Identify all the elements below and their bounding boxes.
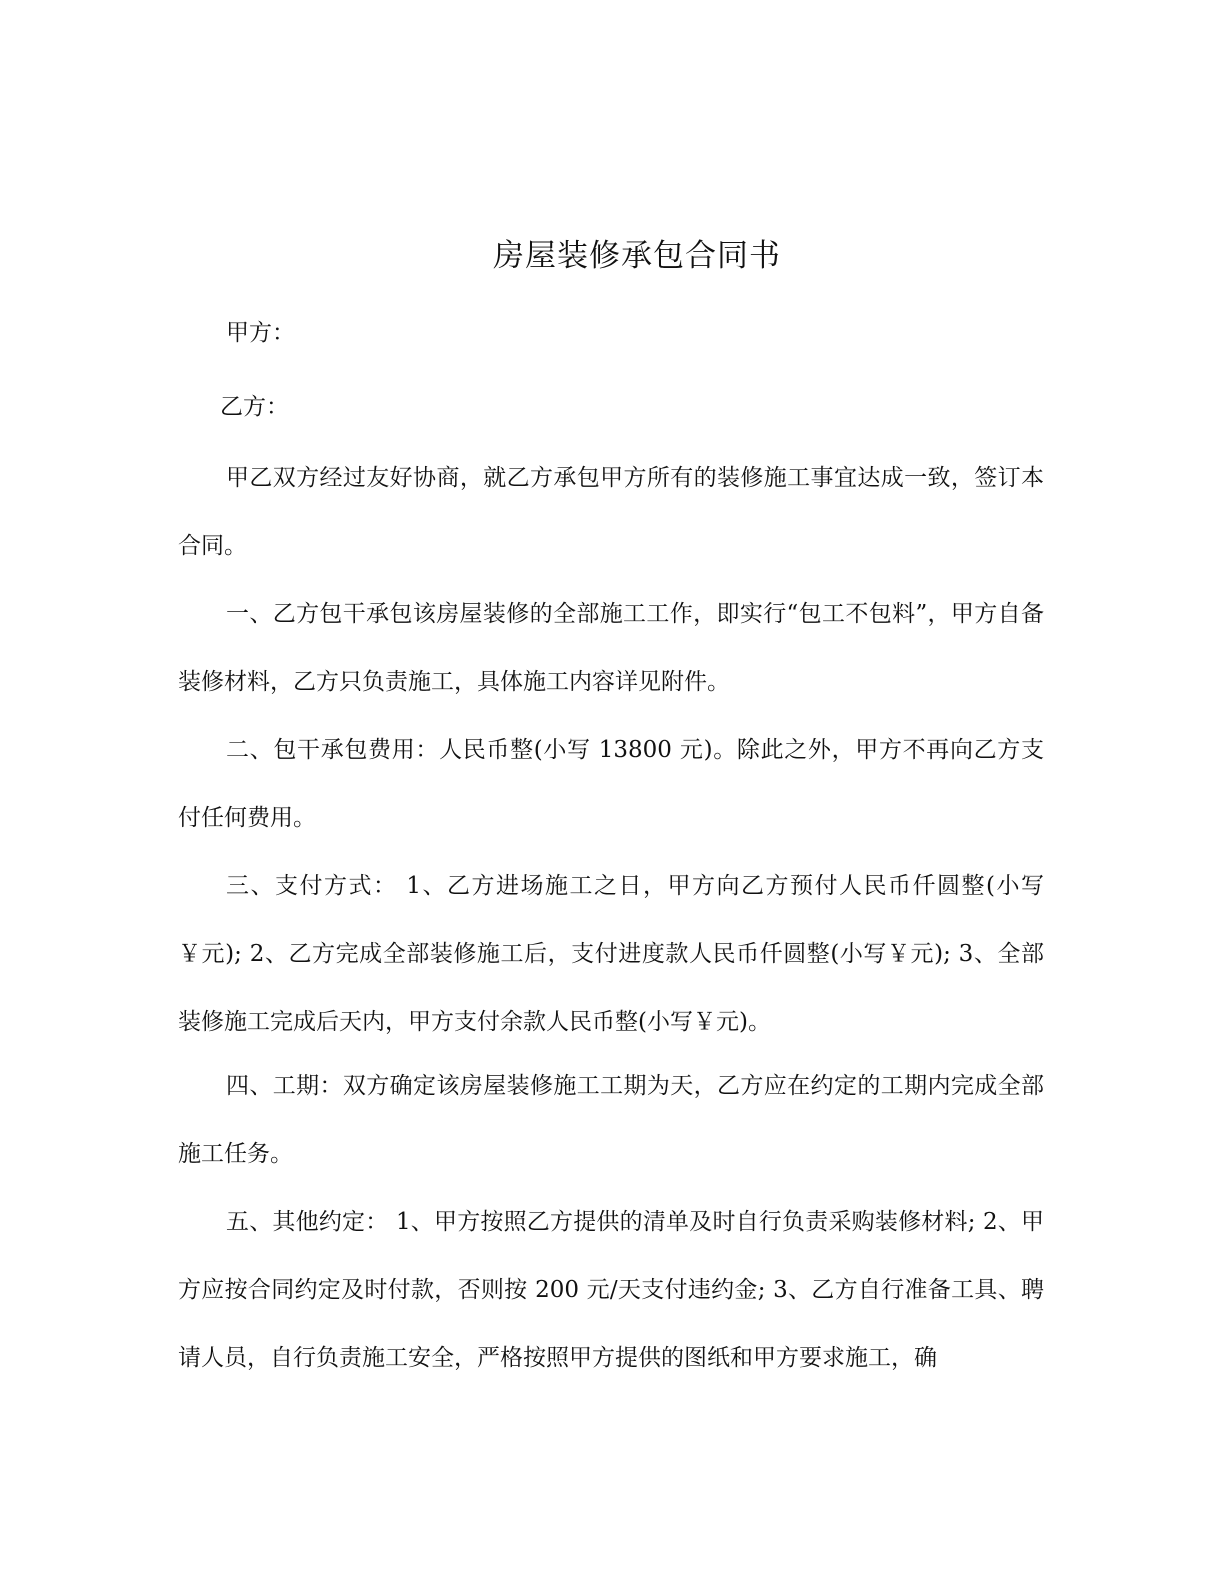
document-title: 房屋装修承包合同书 bbox=[493, 238, 781, 274]
party-a-label: 甲方： bbox=[226, 320, 295, 346]
paragraph-clause-2: 二、包干承包费用：人民币整(小写 13800 元)。除此之外，甲方不再向乙方支付任何费用。 bbox=[178, 737, 1044, 831]
paragraph-clause-3: 三、支付方式： 1、乙方进场施工之日，甲方向乙方预付人民币仟圆整(小写￥元); 2、乙方完成全部装修施工后，支付进度款人民币仟圆整(小写￥元); 3、全部装修施工完成后天内，甲方支付余款人民币整(小写￥元)。 bbox=[178, 873, 1044, 1035]
paragraph-clause-4: 四、工期：双方确定该房屋装修施工工期为天，乙方应在约定的工期内完成全部施工任务。 bbox=[178, 1073, 1044, 1167]
paragraph-clause-1: 一、乙方包干承包该房屋装修的全部施工工作，即实行“包工不包料”，甲方自备装修材料，乙方只负责施工，具体施工内容详见附件。 bbox=[178, 601, 1044, 695]
party-b-label: 乙方： bbox=[220, 394, 289, 420]
paragraph-clause-5: 五、其他约定： 1、甲方按照乙方提供的清单及时自行负责采购装修材料; 2、甲方应按合同约定及时付款，否则按 200 元/天支付违约金; 3、乙方自行准备工具、聘请人员，自行负责施工安全，严格按照甲方提供的图纸和甲方要求施工，确 bbox=[178, 1209, 1044, 1371]
paragraph-intro: 甲乙双方经过友好协商，就乙方承包甲方所有的装修施工事宜达成一致，签订本合同。 bbox=[178, 465, 1044, 559]
